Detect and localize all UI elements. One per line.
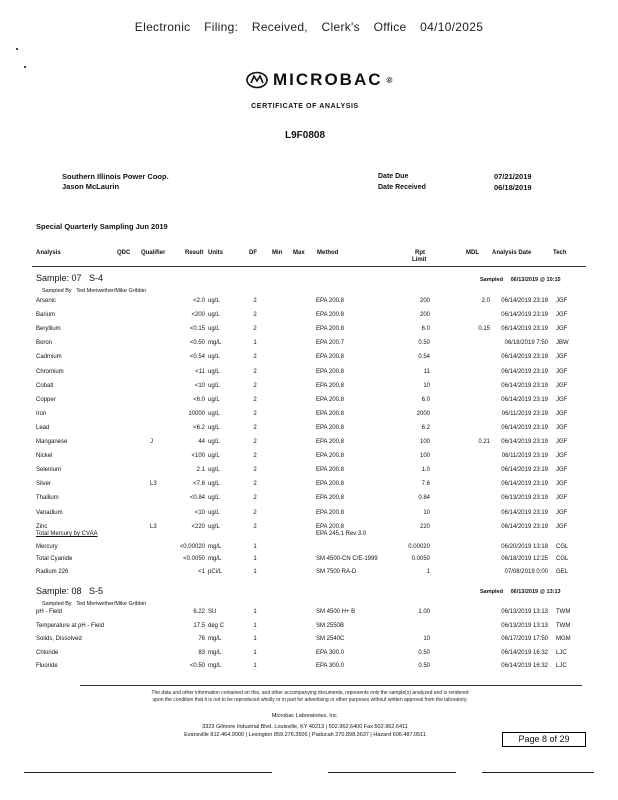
col-tech: Tech <box>553 250 567 256</box>
cell-result: <10 <box>194 509 205 516</box>
col-analysis-date: Analysis Date <box>492 250 532 256</box>
cell-tech: TWM <box>556 609 571 615</box>
cell-units: ug/L <box>208 298 220 304</box>
cell-rpt: 0.54 <box>418 354 430 361</box>
bottom-rule-right <box>482 772 594 773</box>
header-rule <box>32 266 586 267</box>
cell-rpt: 10 <box>423 636 430 643</box>
cell-method: EPA 200.8 <box>316 410 344 417</box>
cell-df: 1 <box>253 609 257 615</box>
cell-analysis: Total Cyanide <box>36 556 73 563</box>
cell-tech: JGF <box>556 396 568 403</box>
sample-08-sampled-by: Sampled By Ted Meriwether/Mike Gribbin <box>42 601 147 607</box>
section-title: Special Quarterly Sampling Jun 2019 <box>36 222 168 231</box>
cell-analysis: Vanadium <box>36 509 63 516</box>
cell-rpt: 7.6 <box>421 481 430 488</box>
cell-date: 06/14/2019 23:19 <box>501 509 548 516</box>
microbac-logo-icon <box>245 71 269 89</box>
cell-result: <0.00020 <box>179 543 205 550</box>
cell-analysis: Iron <box>36 410 47 417</box>
cell-rpt: 200 <box>419 312 430 319</box>
cell-result: <6.2 <box>193 424 205 431</box>
cell-units: ug/L <box>208 467 220 474</box>
cell-date: 06/18/2019 7:50 <box>504 340 548 347</box>
cell-analysis: Lead <box>36 424 50 431</box>
cell-df: 2 <box>253 298 257 304</box>
cell-rpt: 0.0050 <box>411 556 430 563</box>
cell-analysis: Cobalt <box>36 382 54 389</box>
cell-date: 06/14/2019 23:19 <box>501 326 548 333</box>
col-max: Max <box>293 250 305 256</box>
cell-method: EPA 200.8 <box>316 523 344 530</box>
cell-rpt: 10 <box>423 509 430 516</box>
cell-units: ug/L <box>208 523 220 530</box>
cell-result: <11 <box>195 368 205 375</box>
cell-tech: JGF <box>556 312 568 319</box>
cell-analysis: Zinc <box>36 523 48 530</box>
scan-speck <box>16 48 18 50</box>
cell-df: 2 <box>253 439 257 445</box>
col-qualifier: Qualifier <box>141 250 166 256</box>
cell-units: deg C <box>208 622 225 629</box>
cell-qualifier: L3 <box>150 481 157 488</box>
cell-method: SM 4500-CN C/E-1999 <box>316 556 378 563</box>
cell-result: <220 <box>191 523 205 530</box>
cell-units: mg/L <box>208 636 222 643</box>
cell-tech: GEL <box>556 568 569 575</box>
cell-units: SU <box>208 609 217 615</box>
cell-rpt: 0.84 <box>418 495 430 502</box>
cell-df: 1 <box>253 340 257 347</box>
cell-result: <6.0 <box>193 396 205 403</box>
col-method: Method <box>317 250 339 256</box>
cell-df: 1 <box>253 622 257 629</box>
cell-analysis: Chloride <box>36 649 59 656</box>
cell-df: 2 <box>253 481 257 488</box>
cell-analysis: Thallium <box>36 495 59 502</box>
cell-method: EPA 200.8 <box>316 354 344 361</box>
footer-company: Microbac Laboratories, Inc. <box>271 713 339 719</box>
cell-df: 2 <box>253 382 257 389</box>
cell-rpt: 0.50 <box>418 340 430 347</box>
cell-df: 1 <box>253 543 257 550</box>
cell-tech: JGF <box>556 523 568 530</box>
cell-tech: MGM <box>556 636 571 643</box>
cell-analysis: Boron <box>36 340 53 347</box>
cell-analysis: Solids, Dissolved <box>36 636 82 643</box>
sample-07-label: Sample: 07 S-4 <box>36 273 104 283</box>
cell-analysis: Radium 226 <box>36 568 69 575</box>
cell-rpt: 10 <box>423 382 430 389</box>
footer-branches: Evansville 812.464.9000 | Lexington 859.276.3506 | Paducah 270.898.3637 | Hazard 606.487.0511 <box>184 732 426 738</box>
date-received-label: Date Received <box>378 184 426 191</box>
cell-date: 06/14/2019 23:19 <box>501 298 548 304</box>
cell-mdl: 0.15 <box>478 326 490 333</box>
cell-tech: JGF <box>556 410 568 417</box>
cell-df: 1 <box>253 663 257 670</box>
cell-tech: LJC <box>556 663 567 670</box>
cell-date: 06/14/2019 23:19 <box>501 368 548 375</box>
cell-units: ug/L <box>208 326 220 333</box>
filing-header: Electronic Filing: Received, Clerk's Office 04/10/2025 <box>134 20 484 34</box>
cell-method: EPA 200.8 <box>316 382 344 389</box>
col-rpt: Rpt <box>415 250 425 256</box>
cell-method: EPA 200.7 <box>316 340 344 347</box>
cell-method: EPA 245.1 Rev 3.0 <box>316 531 367 537</box>
cell-result: <0.84 <box>189 495 205 502</box>
cell-units: pCi/L <box>208 568 223 575</box>
cell-tech: JGF <box>556 382 568 389</box>
cell-method: EPA 200.8 <box>316 481 344 488</box>
cell-units: ug/L <box>208 354 220 361</box>
cell-df: 2 <box>253 495 257 502</box>
cell-date: 06/14/2019 23:19 <box>501 481 548 488</box>
cell-units: ug/L <box>208 424 220 431</box>
cell-method: SM 4500 H+ B <box>316 609 356 615</box>
cell-units: mg/L <box>208 340 222 347</box>
cell-result: <0.50 <box>189 340 205 347</box>
cell-df: 1 <box>253 556 257 563</box>
cell-units: ug/L <box>208 312 220 319</box>
logo-text: MICROBAC <box>273 70 383 89</box>
cell-result: <10 <box>194 382 205 389</box>
client-company: Southern Illinois Power Coop. <box>62 172 169 181</box>
cell-date: 06/11/2019 23:19 <box>501 410 548 417</box>
cell-df: 2 <box>253 467 257 474</box>
cell-tech: JGF <box>556 509 568 516</box>
cell-units: mg/L <box>208 649 222 656</box>
cell-method: EPA 200.8 <box>316 424 344 431</box>
cell-method: SM 2550B <box>316 622 345 629</box>
cell-date: 06/14/2019 23:19 <box>501 354 548 361</box>
cell-analysis: Beryllium <box>36 326 61 333</box>
cell-rpt: 220 <box>419 523 430 530</box>
cell-date: 06/14/2019 23:19 <box>501 396 548 403</box>
col-analysis: Analysis <box>36 250 61 256</box>
footer-address: 3323 Gilmore Industrial Blvd. Louisville, KY 40213 | 502.962.6400 Fax 502.962.6411 <box>202 724 408 730</box>
cell-df: 2 <box>253 410 257 417</box>
page-number: Page 8 of 29 <box>502 732 586 747</box>
cell-analysis: Mercury <box>36 543 58 550</box>
cell-date: 07/08/2019 0:00 <box>504 568 548 575</box>
cell-rpt: 100 <box>419 453 430 460</box>
cell-result: 6.22 <box>193 609 205 615</box>
cell-date: 06/20/2019 13:18 <box>501 543 548 550</box>
col-limit: Limit <box>412 257 427 263</box>
cell-rpt: 0.50 <box>418 663 430 670</box>
company-logo: MICROBAC ® <box>245 70 394 90</box>
cell-result: <0.15 <box>189 326 205 333</box>
cell-df: 1 <box>253 568 257 575</box>
cell-qualifier: L3 <box>150 523 157 530</box>
cell-rpt: 6.2 <box>421 424 430 431</box>
sample-07-sampled: Sampled 06/13/2019 @ 10:15 <box>480 277 561 283</box>
cell-units: ug/L <box>208 439 220 445</box>
cell-rpt: 200 <box>419 298 430 304</box>
cell-tech: LJC <box>556 649 567 656</box>
cell-mdl: 2.0 <box>481 298 490 304</box>
cell-result: 44 <box>198 439 205 445</box>
cell-date: 06/14/2019 23:19 <box>501 312 548 319</box>
cell-result: <200 <box>191 312 205 319</box>
cell-method: SM 2540C <box>316 636 345 643</box>
cell-method: EPA 200.8 <box>316 396 344 403</box>
bottom-rule-mid <box>328 772 456 773</box>
cell-df: 2 <box>253 424 257 431</box>
cell-tech: JGF <box>556 424 568 431</box>
cell-method: EPA 200.8 <box>316 495 344 502</box>
cell-analysis: Temperature at pH - Field <box>36 622 105 629</box>
cell-date: 06/14/2019 23:19 <box>501 382 548 389</box>
client-contact: Jason McLaurin <box>62 182 120 191</box>
cell-df: 2 <box>253 354 257 361</box>
col-df: DF <box>249 250 257 256</box>
cell-units: ug/L <box>208 453 220 460</box>
cell-tech: JGF <box>556 298 568 304</box>
cell-rpt: 6.0 <box>421 326 430 333</box>
cell-units: ug/L <box>208 481 220 488</box>
bottom-rule-left <box>24 772 272 773</box>
cell-df: 2 <box>253 396 257 403</box>
cell-method: EPA 200.8 <box>316 467 344 474</box>
cell-df: 1 <box>253 649 257 656</box>
cell-result: 17.5 <box>193 622 205 629</box>
cell-result: <100 <box>191 453 205 460</box>
certificate-title: CERTIFICATE OF ANALYSIS <box>251 103 359 110</box>
cell-analysis: Selenium <box>36 467 62 474</box>
cell-tech: JGF <box>556 354 568 361</box>
cell-method: EPA 300.0 <box>316 663 344 670</box>
cell-units: ug/L <box>208 509 220 516</box>
cell-analysis: Manganese <box>36 439 68 445</box>
cell-method: EPA 200.8 <box>316 326 344 333</box>
cell-mdl: 0.21 <box>478 439 490 445</box>
scan-speck <box>24 66 26 68</box>
cell-date: 06/18/2019 12:25 <box>501 556 548 563</box>
cell-date: 06/11/2019 23:19 <box>501 453 548 460</box>
cell-tech: JBW <box>556 340 569 347</box>
cell-df: 2 <box>253 368 257 375</box>
cell-rpt: 0.00020 <box>408 543 430 550</box>
cell-rpt: 2000 <box>416 410 430 417</box>
cell-df: 2 <box>253 312 257 319</box>
cell-date: 06/14/2019 16:32 <box>501 663 548 670</box>
sample-08-label: Sample: 08 S-5 <box>36 586 104 596</box>
cell-tech: JGF <box>556 467 568 474</box>
cell-tech: JGF <box>556 495 568 502</box>
footer-disclaimer-1: The data and other information contained on this, and other accompanying documents, represents only the sample(s) analyzed and is rendered <box>151 690 469 696</box>
cell-analysis: pH - Field <box>36 609 63 615</box>
cell-result: <1 <box>198 568 205 575</box>
cell-result: 83 <box>198 649 205 656</box>
cell-analysis: Total Mercury by CVAA <box>36 531 98 537</box>
cell-rpt: 6.0 <box>421 396 430 403</box>
cell-units: ug/L <box>208 368 220 375</box>
cell-rpt: 11 <box>423 368 430 375</box>
cell-result: <0.0050 <box>183 556 205 563</box>
cell-df: 2 <box>253 453 257 460</box>
cell-units: ug/L <box>208 396 220 403</box>
date-due-value: 07/21/2019 <box>494 172 532 181</box>
cell-date: 06/14/2019 23:19 <box>501 467 548 474</box>
cell-df: 2 <box>253 509 257 516</box>
cell-units: ug/L <box>208 382 220 389</box>
cell-analysis: Barium <box>36 312 56 319</box>
cell-result: <7.6 <box>193 481 205 488</box>
cell-method: EPA 200.8 <box>316 509 344 516</box>
cell-units: ug/L <box>208 495 220 502</box>
cell-date: 06/14/2019 23:19 <box>501 439 548 445</box>
col-units: Units <box>208 250 223 256</box>
cell-method: SM 7500 RA-D <box>316 568 357 575</box>
cell-df: 2 <box>253 326 257 333</box>
cell-analysis: Silver <box>36 481 52 488</box>
cell-date: 06/13/2019 13:13 <box>501 622 548 629</box>
cell-result: 2.1 <box>196 467 205 474</box>
date-due-label: Date Due <box>378 173 409 180</box>
col-result: Result <box>185 250 204 256</box>
cell-method: EPA 200.8 <box>316 368 344 375</box>
cell-date: 06/14/2019 16:32 <box>501 649 548 656</box>
cell-result: <2.0 <box>193 298 205 304</box>
cell-method: EPA 200.8 <box>316 312 344 319</box>
col-mdl: MDL <box>466 250 479 256</box>
cell-date: 06/13/2019 13:13 <box>501 609 548 615</box>
cell-date: 06/14/2019 23:19 <box>501 523 548 530</box>
cell-tech: TWM <box>556 622 571 629</box>
cell-analysis: Arsenic <box>36 298 57 304</box>
footer-disclaimer-2: upon the condition that it is not to be reproduced wholly or in part for advertising or other purposes without written approval from the laboratory. <box>152 697 468 703</box>
cell-date: 06/14/2019 23:19 <box>501 424 548 431</box>
cell-result: <0.54 <box>189 354 205 361</box>
cell-date: 06/17/2019 17:50 <box>501 636 548 643</box>
footer-rule <box>80 685 582 686</box>
cell-tech: JGF <box>556 481 568 488</box>
cell-rpt: 0.50 <box>418 649 430 656</box>
cell-analysis: Nickel <box>36 453 53 460</box>
cell-tech: JGF <box>556 453 568 460</box>
cell-units: mg/L <box>208 556 222 563</box>
sample-08-sampled: Sampled 06/13/2019 @ 13:13 <box>480 589 561 595</box>
cell-method: EPA 200.8 <box>316 439 344 445</box>
cell-tech: JGF <box>556 368 568 375</box>
cell-tech: JGF <box>556 326 568 333</box>
cell-result: 76 <box>198 636 205 643</box>
cell-tech: CGL <box>556 556 569 563</box>
cell-rpt: 1.00 <box>418 609 430 615</box>
cell-rpt: 1.0 <box>421 467 430 474</box>
cell-analysis: Chromium <box>36 368 64 375</box>
cell-units: ug/L <box>208 410 220 417</box>
cell-units: mg/L <box>208 543 222 550</box>
cell-date: 06/13/2019 23:19 <box>501 495 548 502</box>
cell-qualifier: J <box>150 439 153 445</box>
col-qdc: QDC <box>117 250 131 256</box>
cell-analysis: Cadmium <box>36 354 62 361</box>
cell-method: EPA 300.0 <box>316 649 344 656</box>
cell-result: <0.50 <box>189 663 205 670</box>
cell-units: mg/L <box>208 663 222 670</box>
date-received-value: 06/18/2019 <box>494 183 532 192</box>
cell-analysis: Copper <box>36 396 56 403</box>
cell-df: 1 <box>253 636 257 643</box>
col-min: Min <box>272 250 283 256</box>
sample-07-sampled-by: Sampled By Ted Meriwether/Mike Gribbin <box>42 288 147 294</box>
work-order-number: L9F0808 <box>284 130 326 141</box>
cell-rpt: 100 <box>419 439 430 445</box>
cell-df: 2 <box>253 523 257 530</box>
cell-method: EPA 200.8 <box>316 298 344 304</box>
cell-analysis: Fluoride <box>36 663 58 670</box>
cell-rpt: 1 <box>426 568 430 575</box>
cell-method: EPA 200.8 <box>316 453 344 460</box>
cell-tech: JGF <box>556 439 568 445</box>
cell-tech: CGL <box>556 543 569 550</box>
cell-result: 10000 <box>188 410 205 417</box>
